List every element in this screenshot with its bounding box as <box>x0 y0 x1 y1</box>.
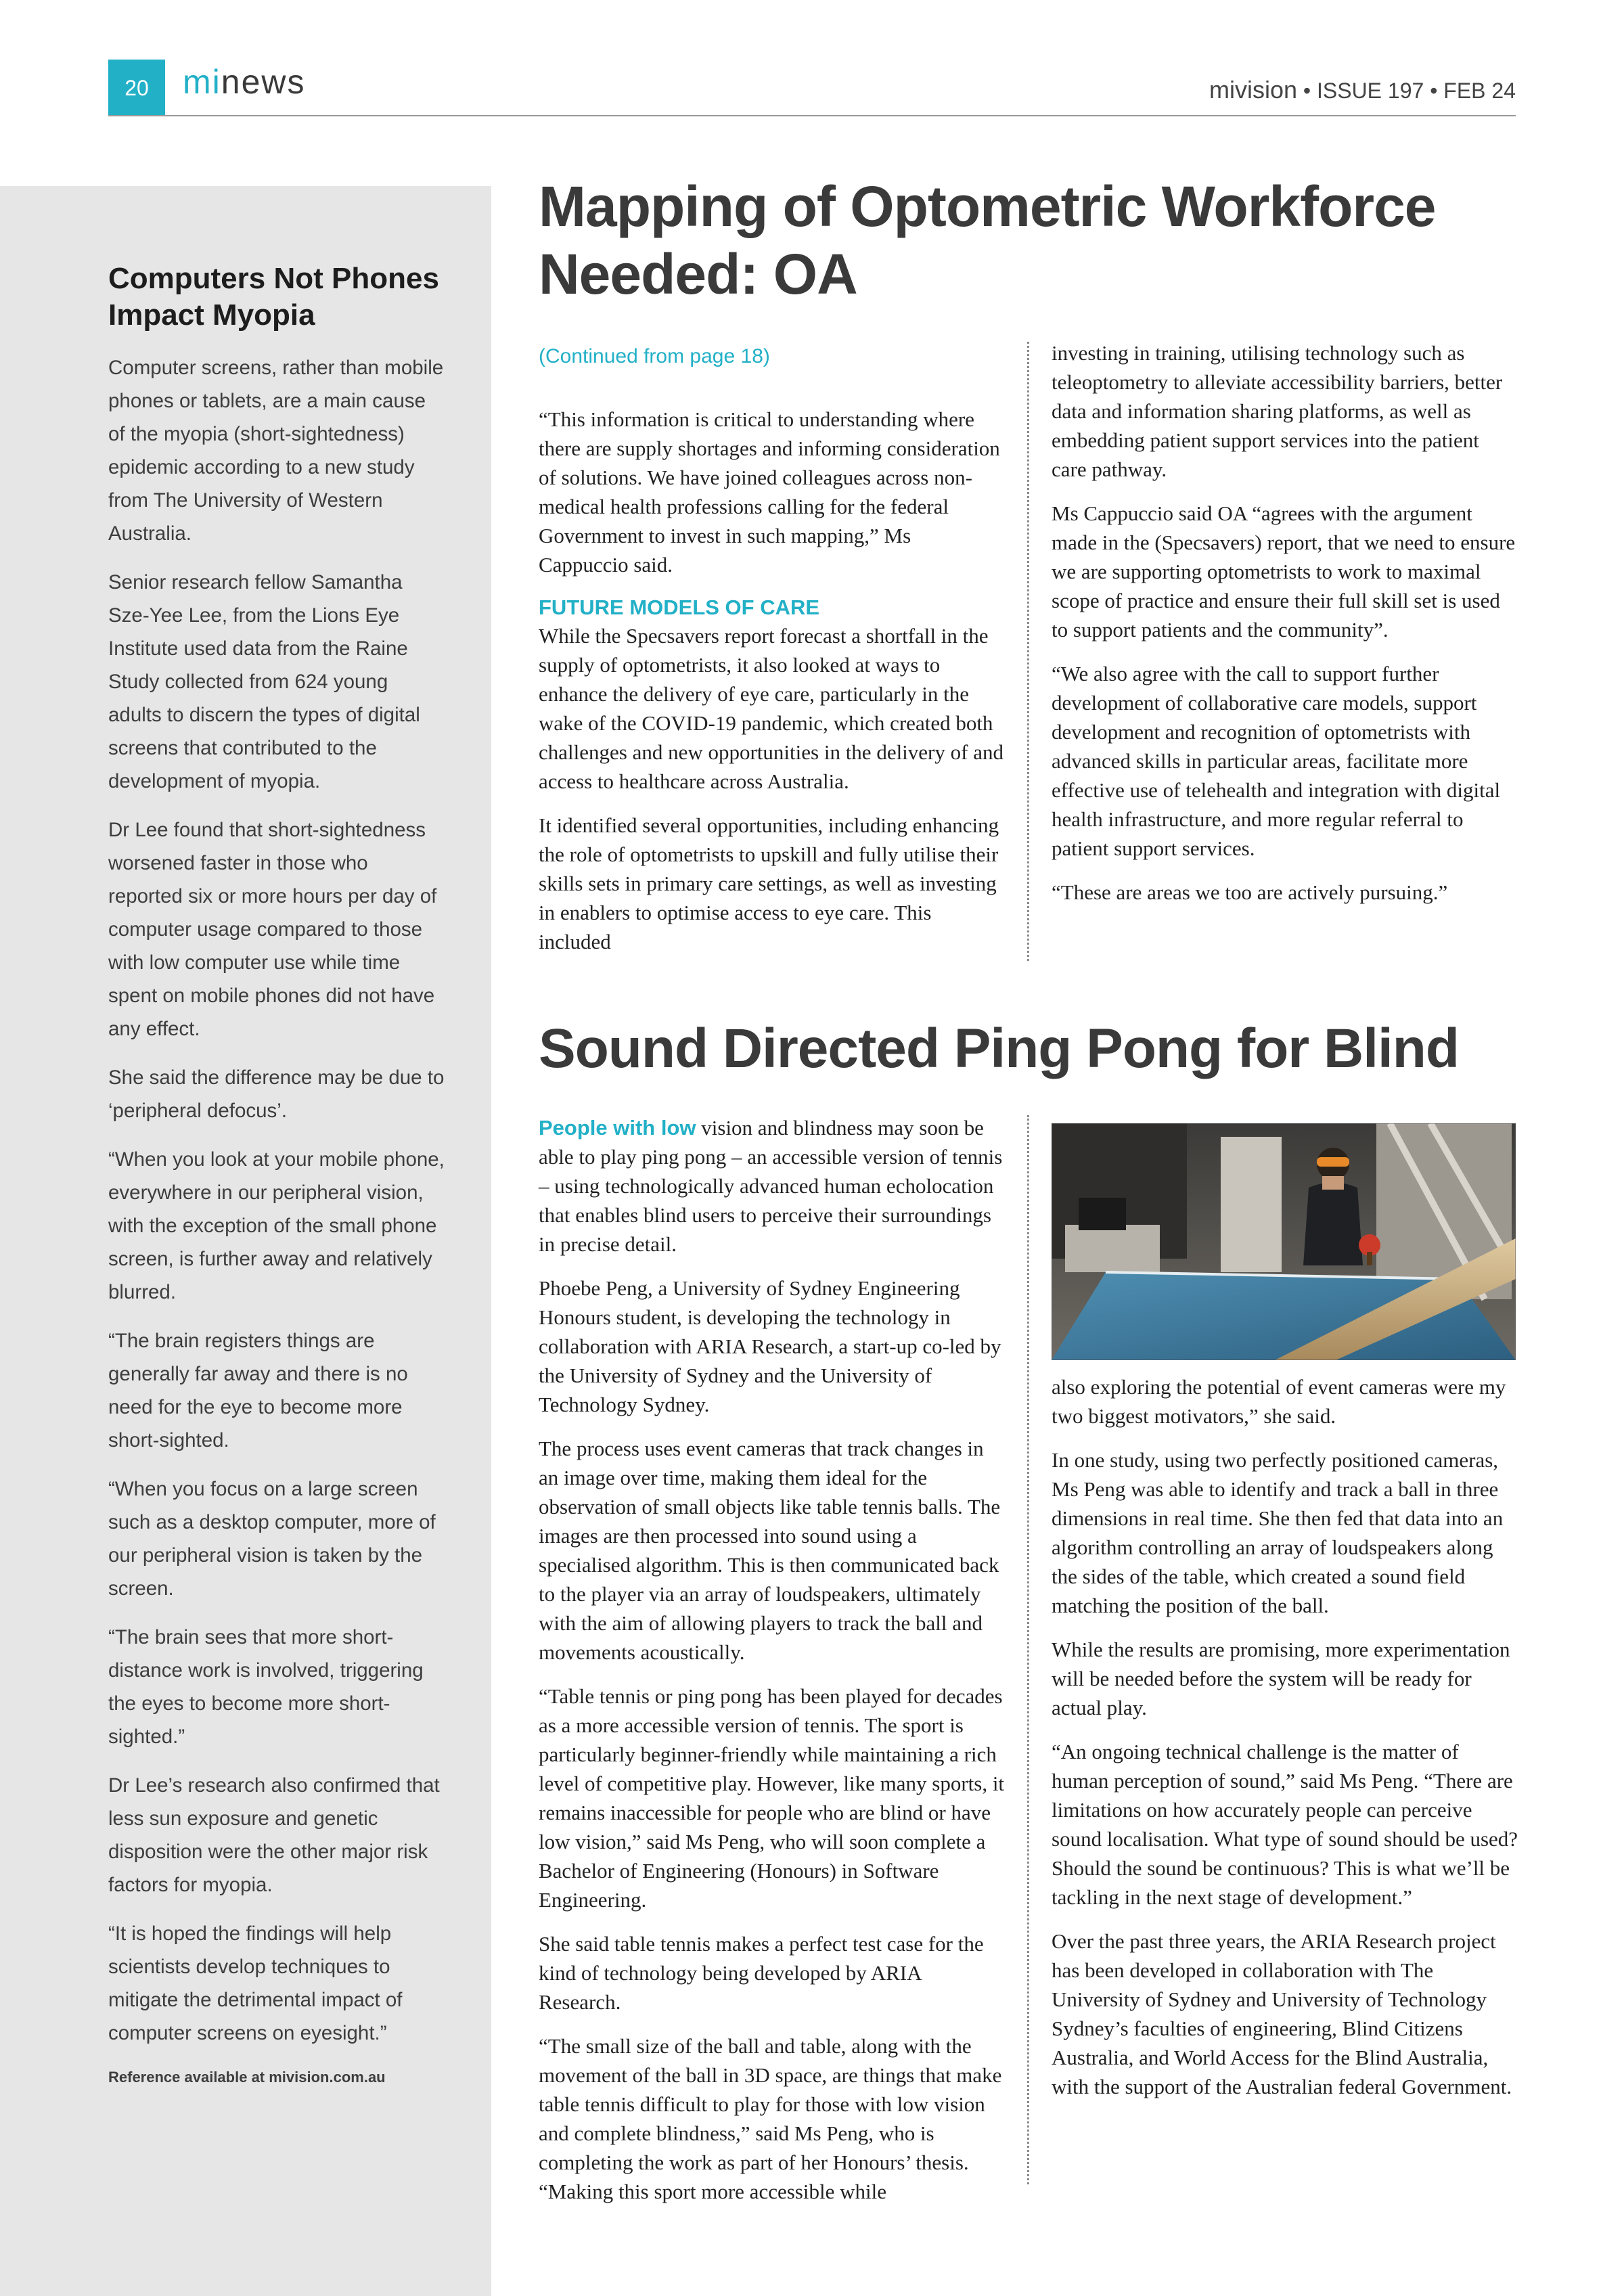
sidebar-panel <box>0 186 491 2296</box>
body-paragraph: In one study, using two perfectly positioned cameras, Ms Peng was able to identify and track a ball in three dimensions in real time. She then fed that data into an algorithm controlling an array of loudspeakers along the sides of the table, which created a sound field matching the position of the ball. <box>1052 1448 1504 1617</box>
sidebar-paragraph: “It is hoped the findings will help scientists develop techniques to mitigate the detrimental impact of computer screens on eyesight.” <box>108 1922 403 2044</box>
article1-column-1 <box>539 342 1006 971</box>
column-divider <box>1027 1115 1029 2184</box>
publication-name: mivision <box>1209 76 1297 104</box>
body-paragraph: also exploring the potential of event cameras were my two biggest motivators,” she said. <box>1052 1375 1506 1428</box>
issue-info <box>1209 76 1516 104</box>
brand-prefix: mi <box>183 63 221 101</box>
sidebar-paragraph: Senior research fellow Samantha Sze-Yee Lee, from the Lions Eye Institute used data from the Raine Study collected from 624 young adults to discern the types of digital screens that contributed to the development of myopia. <box>108 571 420 792</box>
column-divider <box>1027 342 1029 961</box>
body-paragraph: While the Specsavers report forecast a shortfall in the supply of optometrists, it also looked at ways to enhance the delivery of eye care, particularly in the wake of the COVID-19 pandemic, which created both challenges and new opportunities in the delivery of and access to healthcare across Australia. <box>539 624 1003 793</box>
ping-pong-photo <box>1052 1123 1516 1360</box>
body-paragraph: investing in training, utilising technology such as teleoptometry to alleviate accessibility barriers, better data and information sharing platforms, as well as embedding patient support services into the patient care pathway. <box>1052 341 1503 481</box>
body-paragraph: It identified several opportunities, including enhancing the role of optometrists to upskill and fully utilise their skills sets in primary care settings, as well as investing in enablers to optimise access to eye care. This included <box>539 813 999 953</box>
body-paragraph: “The small size of the ball and table, along with the movement of the ball in 3D space, are things that make table tennis difficult to play for those with low vision and complete blindness,” said Ms Peng, who is completing the work as part of her Honours’ thesis. “Making this sport more accessible while <box>539 2034 1002 2203</box>
article2-column-2 <box>1052 1372 1518 2116</box>
body-paragraph <box>539 1113 1006 1259</box>
sidebar-paragraph: “When you look at your mobile phone, everywhere in our peripheral vision, with the exception of the small phone screen, is further away and relatively blurred. <box>108 1148 445 1303</box>
body-paragraph: The process uses event cameras that track changes in an image over time, making them ideal for the observation of small objects like table tennis balls. The images are then processed into sound using a specialised algorithm. This is then communicated back to the player via an array of loudspeakers, ultimately with the aim of allowing players to track the ball and movements acoustically. <box>539 1437 1001 1664</box>
lead-text: vision and blindness may soon be able to play ping pong – an accessible version of tennis – using technologically advanced human echolocation that enables blind users to perceive their surroundings in precise detail. <box>539 1116 1003 1256</box>
sidebar-paragraph: “When you focus on a large screen such as a desktop computer, more of our peripheral vision is taken by the screen. <box>108 1478 436 1600</box>
page-number: 20 <box>108 60 165 116</box>
body-paragraph: While the results are promising, more experimentation will be needed before the system will be ready for actual play. <box>1052 1638 1510 1719</box>
sidebar-paragraph: “The brain sees that more short-distance work is involved, triggering the eyes to become more short-sighted.” <box>108 1626 424 1748</box>
article2-column-1 <box>539 1113 1006 2221</box>
article1-column-2 <box>1052 338 1518 922</box>
article-headline-ping-pong: Sound Directed Ping Pong for Blind <box>539 1018 1459 1079</box>
body-paragraph: “We also agree with the call to support further development of collaborative care models, support development and recognition of optometrists with advanced skills in particular areas, facilitate more effective use of telehealth and integration with digital health infrastructure, and more regular referral to patient support services. <box>1052 662 1501 860</box>
sidebar-title: Computers Not Phones Impact Myopia <box>108 262 439 332</box>
sidebar-paragraph: “The brain registers things are generally far away and there is no need for the eye to become more short-sighted. <box>108 1330 408 1451</box>
lead-in: People with low <box>539 1116 696 1140</box>
header-divider <box>108 115 1516 116</box>
body-paragraph: Phoebe Peng, a University of Sydney Engineering Honours student, is developing the technology in collaboration with ARIA Research, a start-up co-led by the University of Sydney and the University of Technology Sydney. <box>539 1276 1001 1416</box>
issue-date: • ISSUE 197 • FEB 24 <box>1297 78 1516 103</box>
subhead-future-models: FUTURE MODELS OF CARE <box>539 595 820 619</box>
body-paragraph: Ms Cappuccio said OA “agrees with the argument made in the (Specsavers) report, that we need to ensure we are supporting optometrists to work to maximal scope of practice and ensure their full skill set is used to support patients and the community”. <box>1052 501 1516 641</box>
body-paragraph: “This information is critical to understanding where there are supply shortages and informing consideration of solutions. We have joined colleagues across non-medical health professions calling for the federal Government to invest in such mapping,” Ms Cappuccio said. <box>539 407 1000 577</box>
sidebar-article <box>108 261 447 2086</box>
body-paragraph: Over the past three years, the ARIA Research project has been developed in collaboration with The University of Sydney and University of Technology Sydney’s faculties of engineering, Blind Citizens Australia, and World Access for the Blind Australia, with the support of the Australian federal Government. <box>1052 1929 1512 2098</box>
body-paragraph: “These are areas we too are actively pursuing.” <box>1052 880 1448 904</box>
sidebar-paragraph: Computer screens, rather than mobile phones or tablets, are a main cause of the myopia (short-sightedness) epidemic according to a new study from The University of Western Australia. <box>108 357 444 545</box>
body-paragraph: She said table tennis makes a perfect test case for the kind of technology being developed by ARIA Research. <box>539 1932 984 2014</box>
sidebar-paragraph: Dr Lee’s research also confirmed that less sun exposure and genetic disposition were the other major risk factors for myopia. <box>108 1774 440 1896</box>
body-paragraph: “Table tennis or ping pong has been played for decades as a more accessible version of tennis. The sport is particularly beginner-friendly while maintaining a rich level of competitive play. However, like many sports, it remains inaccessible for people who are blind or have low vision,” said Ms Peng, who will soon complete a Bachelor of Engineering (Honours) in Software Engineering. <box>539 1684 1005 1912</box>
brand-suffix: news <box>221 63 306 101</box>
sidebar-reference: Reference available at mivision.com.au <box>108 2069 386 2086</box>
continued-note: (Continued from page 18) <box>539 345 770 367</box>
sidebar-paragraph: She said the difference may be due to ‘peripheral defocus’. <box>108 1066 445 1122</box>
body-paragraph: “An ongoing technical challenge is the matter of human perception of sound,” said Ms Peng. “There are limitations on how accurately people can perceive sound localisation. What type of sound should be used? Should the sound be continuous? This is what we’ll be tackling in the next stage of development.” <box>1052 1740 1518 1909</box>
section-brand <box>183 62 306 102</box>
article-headline-workforce: Mapping of Optometric Workforce Needed: OA <box>539 175 1436 306</box>
sidebar-paragraph: Dr Lee found that short-sightedness worsened faster in those who reported six or more hours per day of computer usage compared to those with low computer use while time spent on mobile phones did not have any effect. <box>108 819 437 1040</box>
